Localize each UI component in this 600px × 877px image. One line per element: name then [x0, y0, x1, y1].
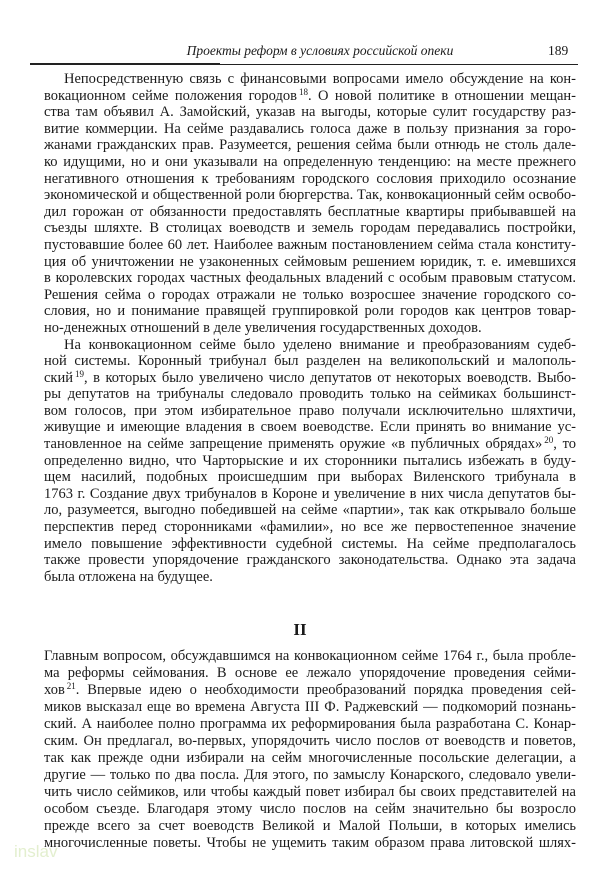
section-heading: II	[293, 620, 307, 639]
line-text: тановленное на сейме запрещение применять оружие «в публичных обрядах»	[44, 436, 543, 453]
text-line: дил горожан от обязанности предоставлять бесплатные квартиры прибывавшей на	[44, 203, 576, 220]
text-line: ко идущими, но и они указывали на определенную тенденцию: на месте прежнего	[44, 153, 576, 170]
text-line: словия, но и понимание правящей группировкой роли городов как центров товар-	[44, 303, 576, 320]
text-line: ским. Он предлагал, во-первых, упорядочить число послов от воеводств и поветов,	[44, 733, 576, 749]
text-line: живущие и имеющие владения в своем воеводстве. Если принять во внимание ус-	[44, 419, 576, 436]
text-line: в королевских городах частных феодальных владений с особым правовым статусом.	[44, 270, 576, 287]
body-text-part2	[44, 648, 576, 852]
text-line	[44, 682, 576, 699]
text-line: прежде всего за счет воеводств Великой и Малой Польши, в которых имелись	[44, 818, 576, 834]
text-line: Главным вопросом, обсуждавшимся на конвокационном сейме 1764 г., была пробле-	[44, 648, 576, 664]
text-line: экономической и общественной роли бюргерства. Так, конвокационный сейм освобо-	[44, 187, 576, 204]
text-line: но-денежных отношений в деле увеличения государственных доходов.	[44, 319, 482, 336]
header-rule-accent	[30, 63, 220, 65]
text-line	[44, 370, 576, 387]
text-line: жанами гражданских прав. Разумеется, решения сейма были отнюдь не столь дале-	[44, 137, 576, 154]
text-line: другие — только по два посла. Для этого, по замыслу Конарского, следовало увели-	[44, 767, 576, 783]
text-line: ной системы. Коронный трибунал был разделен на великопольский и малополь-	[44, 353, 576, 370]
text-line: ло, разумеется, выгодно победившей на сейме «партии», так как открывало больше	[44, 502, 576, 519]
footnote-ref: 21	[66, 681, 76, 691]
paragraph	[44, 337, 576, 586]
text-line: 1763 г. Создание двух трибуналов в Короне и увеличение в них числа депутатов бы-	[44, 485, 576, 502]
text-line: имело повышение эффективности судебной системы. На сейме предполагалось	[44, 535, 576, 552]
text-line: ма реформы сеймования. В основе ее лежало упорядочение проведения сейми-	[44, 665, 576, 681]
text-line: негативного отношения к требованиям городского сословия приходило осознание	[44, 170, 576, 187]
text-line: также провести упорядочение гражданского законодательства. Однако эта задача	[44, 552, 576, 569]
body-text-part1	[44, 71, 576, 585]
watermark-logo: inslav	[14, 842, 58, 861]
text-line: ства там объявил А. Замойский, указав на выгоды, которые сулит государству раз-	[44, 104, 576, 121]
text-line: На конвокационном сейме было уделено внимание и преобразованиям судеб-	[64, 336, 576, 353]
line-text: . О новой политике в отношении мещан-	[308, 87, 577, 104]
line-text: , то	[553, 436, 576, 453]
text-line: ры депутатов на трибуналы следовало проводить только на сеймиках большинст-	[44, 386, 576, 403]
text-line: витие коммерции. На сейме раздавались голоса даже в пользу признания за горо-	[44, 120, 576, 137]
line-text: хов	[44, 682, 65, 698]
text-line: многочисленные поветы. Чтобы не ущемить таким образом права литовской шлях-	[44, 835, 576, 851]
text-line: съезды шляхте. В столицах воеводств и земель городам передавались постройки,	[44, 220, 576, 237]
line-text: вокационном сейме положения городов	[44, 87, 297, 104]
text-line: чить число сеймиков, или чтобы каждый повет избирал бы своих представителей на	[44, 784, 576, 800]
line-text: . Впервые идею о необходимости преобразований порядка проведения сей-	[75, 682, 576, 698]
text-line: так как прежде одни избирали на сейм многочисленные посольские делегации, а	[44, 750, 576, 766]
text-line: вом голосов, при этом избирательное право получали исключительно шляхтичи,	[44, 402, 576, 419]
text-line: особом съезде. Благодаря этому число послов на сейм значительно бы возросло	[44, 801, 576, 817]
running-title: Проекты реформ в условиях российской опеки	[186, 43, 454, 58]
paragraph	[44, 71, 576, 337]
text-line: определенно видно, что Чарторыские и их сторонники пытались избежать в буду-	[44, 452, 576, 469]
text-line: миков высказал еще во времена Августа III Ф. Раджевский — подкоморий познань-	[44, 699, 576, 715]
line-text: , в которых было увеличено число депутатов от некоторых воеводств. Выбо-	[84, 369, 576, 386]
line-text: ский	[44, 369, 73, 386]
text-line	[44, 436, 576, 453]
text-line: Непосредственную связь с финансовыми вопросами имело обсуждение на кон-	[64, 71, 576, 87]
text-line: щем насилий, подобных происшедшим при выборах Виленского трибунала в	[44, 469, 576, 486]
footnote-ref: 18	[299, 86, 308, 97]
text-line: ский. А наиболее полно программа их реформирования была разработана С. Конар-	[44, 716, 576, 732]
text-line	[44, 88, 576, 105]
text-line: пустовавшие более 60 лет. Наиболее важным постановлением сейма стала конститу-	[44, 236, 576, 253]
text-line: перспектив перед сторонниками «фамилии», но все же первостепенное значение	[44, 519, 576, 536]
page-number: 189	[548, 43, 569, 58]
footnote-ref: 19	[75, 368, 84, 379]
text-line: ция об уничтожении не узаконенных сеймовым решением юридик, т. е. имевшихся	[44, 253, 576, 270]
paragraph	[44, 648, 576, 852]
text-line: Решения сейма о городах отражали не только возросшее значение городского со-	[44, 286, 576, 303]
text-line: была отложена на будущее.	[44, 568, 213, 585]
footnote-ref: 20	[544, 435, 554, 446]
